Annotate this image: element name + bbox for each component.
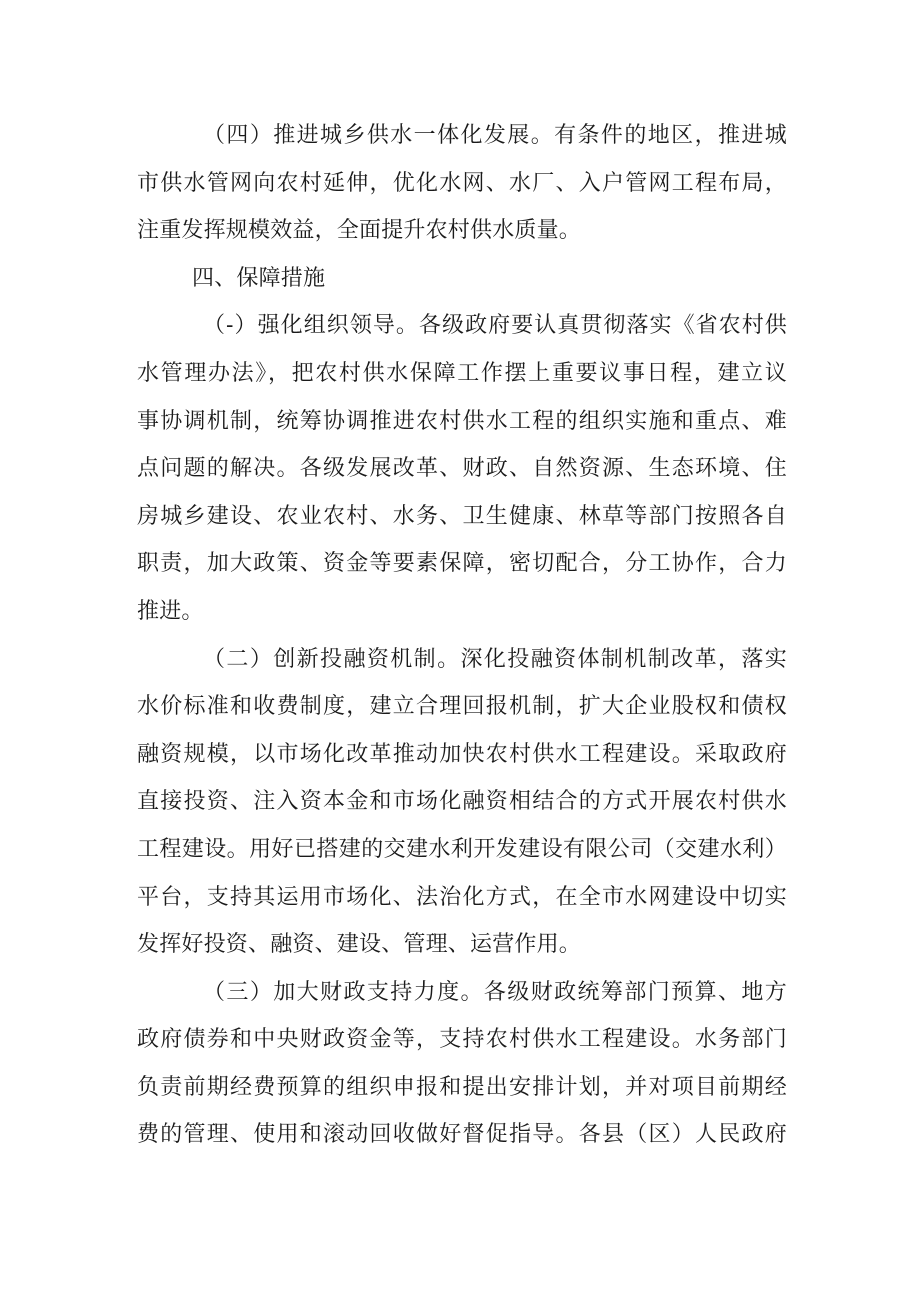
text-line: 负责前期经费预算的组织申报和提出安排计划，并对项目前期经 — [137, 1074, 787, 1100]
text-line: 事协调机制，统筹协调推进农村供水工程的组织实施和重点、难 — [137, 408, 787, 434]
section-heading-text: 四、保障措施 — [192, 265, 326, 291]
text-line: 融资规模，以市场化改革推动加快农村供水工程建设。采取政府 — [137, 741, 787, 767]
text-line: 水管理办法》，把农村供水保障工作摆上重要议事日程，建立议 — [137, 360, 787, 386]
text-line: 房城乡建设、农业农村、水务、卫生健康、林草等部门按照各自 — [137, 503, 787, 529]
text-line: 费的管理、使用和滚动回收做好督促指导。各县（区）人民政府 — [137, 1122, 787, 1148]
paragraph-three — [137, 969, 787, 1159]
document-body — [137, 112, 787, 1159]
text-line: 推进。 — [137, 598, 204, 624]
text-line: 平台，支持其运用市场化、法治化方式，在全市水网建设中切实 — [137, 884, 787, 910]
text-line: 注重发挥规模效益，全面提升农村供水质量。 — [137, 218, 582, 244]
text-line: （四）推进城乡供水一体化发展。有条件的地区，推进城 — [203, 123, 787, 148]
text-line: （三）加大财政支持力度。各级财政统筹部门预算、地方 — [203, 979, 787, 1005]
paragraph-two — [137, 636, 787, 969]
text-line: 点问题的解决。各级发展改革、财政、自然资源、生态环境、住 — [137, 456, 787, 482]
text-line: 直接投资、注入资本金和市场化融资相结合的方式开展农村供水 — [137, 789, 787, 815]
text-line: 职责，加大政策、资金等要素保障，密切配合，分工协作，合力 — [137, 551, 787, 577]
text-line: 水价标准和收费制度，建立合理回报机制，扩大企业股权和债权 — [137, 694, 787, 720]
paragraph-one — [137, 302, 787, 635]
section-heading — [137, 255, 787, 303]
text-line: （二）创新投融资机制。深化投融资体制机制改革，落实 — [203, 646, 787, 672]
text-line: 市供水管网向农村延伸，优化水网、水厂、入户管网工程布局， — [137, 170, 787, 196]
text-line: 发挥好投资、融资、建设、管理、运营作用。 — [137, 932, 582, 958]
text-line: 政府债券和中央财政资金等，支持农村供水工程建设。水务部门 — [137, 1027, 787, 1053]
paragraph-four — [137, 112, 787, 255]
text-line: 工程建设。用好已搭建的交建水利开发建设有限公司（交建水利） — [137, 836, 787, 862]
text-line: （-）强化组织领导。各级政府要认真贯彻落实《省农村供 — [203, 313, 787, 339]
